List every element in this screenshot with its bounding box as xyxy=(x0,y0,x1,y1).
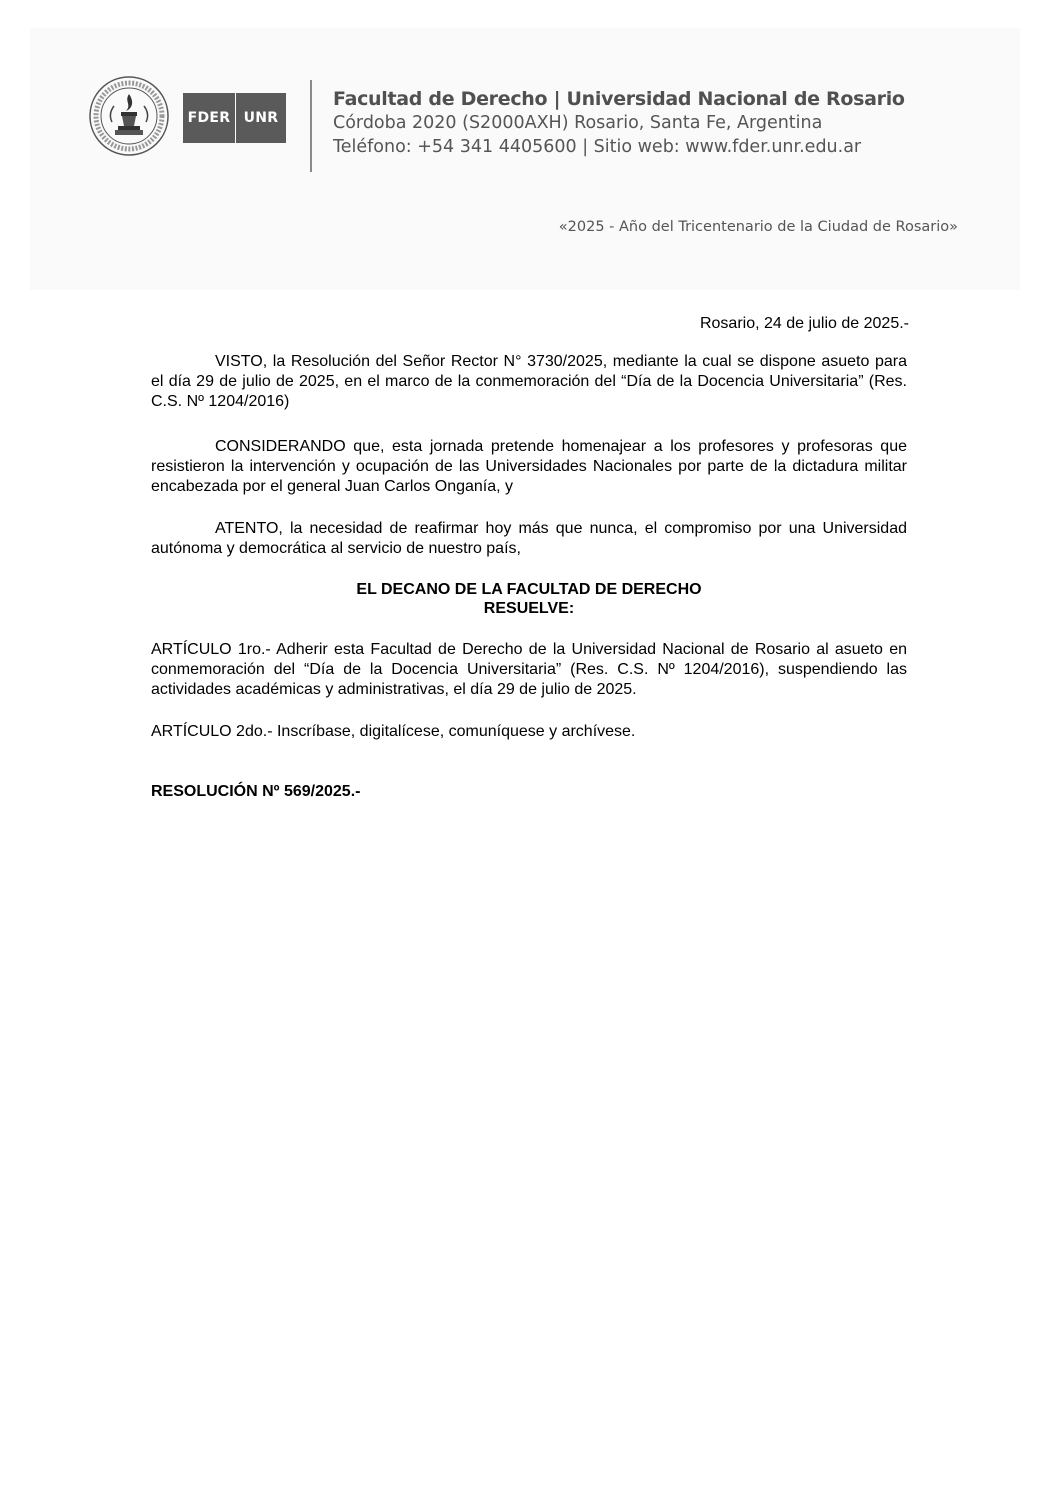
article-2: ARTÍCULO 2do.- Inscríbase, digitalícese, comuníquese y archívese. xyxy=(151,723,636,740)
atento-paragraph xyxy=(151,519,907,559)
unr-logo: UNR xyxy=(236,93,286,143)
institution-contact: Teléfono: +54 341 4405600 | Sitio web: www.fder.unr.edu.ar xyxy=(333,137,862,157)
atento-text: ATENTO, la necesidad de reafirmar hoy más que nunca, el compromiso por una Universidad autónoma y democrática al servicio de nuestro país, xyxy=(151,520,907,557)
year-motto: «2025 - Año del Tricentenario de la Ciudad de Rosario» xyxy=(558,219,958,235)
fder-logo: FDER xyxy=(183,93,235,143)
document-date: Rosario, 24 de julio de 2025.- xyxy=(699,315,909,332)
visto-text: VISTO, la Resolución del Señor Rector N° 3730/2025, mediante la cual se dispone asueto para el día 29 de julio de 2025, en el marco de la conmemoración del “Día de la Docencia Universitaria” (Res. C.S. Nº 1204/2016) xyxy=(151,353,907,410)
institution-name: Facultad de Derecho | Universidad Nacional de Rosario xyxy=(333,88,905,110)
university-seal-icon xyxy=(88,74,170,158)
article-1: ARTÍCULO 1ro.- Adherir esta Facultad de Derecho de la Universidad Nacional de Rosario al asueto en conmemoración del “Día de la Docencia Universitaria” (Res. C.S. Nº 1204/2016), suspendiendo las actividades académicas y administrativas, el día 29 de julio de 2025. xyxy=(151,641,907,698)
visto-paragraph xyxy=(151,352,907,412)
considerando-text: CONSIDERANDO que, esta jornada pretende homenajear a los profesores y profesoras que resistieron la intervención y ocupación de las Universidades Nacionales por parte de la dictadura militar encabezada por el general Juan Carlos Onganía, y xyxy=(151,438,907,495)
resolve-heading xyxy=(151,580,907,618)
resolution-number: RESOLUCIÓN Nº 569/2025.- xyxy=(151,783,361,800)
resolves-title: RESUELVE: xyxy=(483,600,575,617)
institution-address: Córdoba 2020 (S2000AXH) Rosario, Santa Fe, Argentina xyxy=(333,113,823,133)
authority-title: EL DECANO DE LA FACULTAD DE DERECHO xyxy=(356,581,702,598)
considerando-paragraph xyxy=(151,437,907,497)
letterhead-band xyxy=(30,28,1020,290)
header-divider xyxy=(310,80,312,172)
